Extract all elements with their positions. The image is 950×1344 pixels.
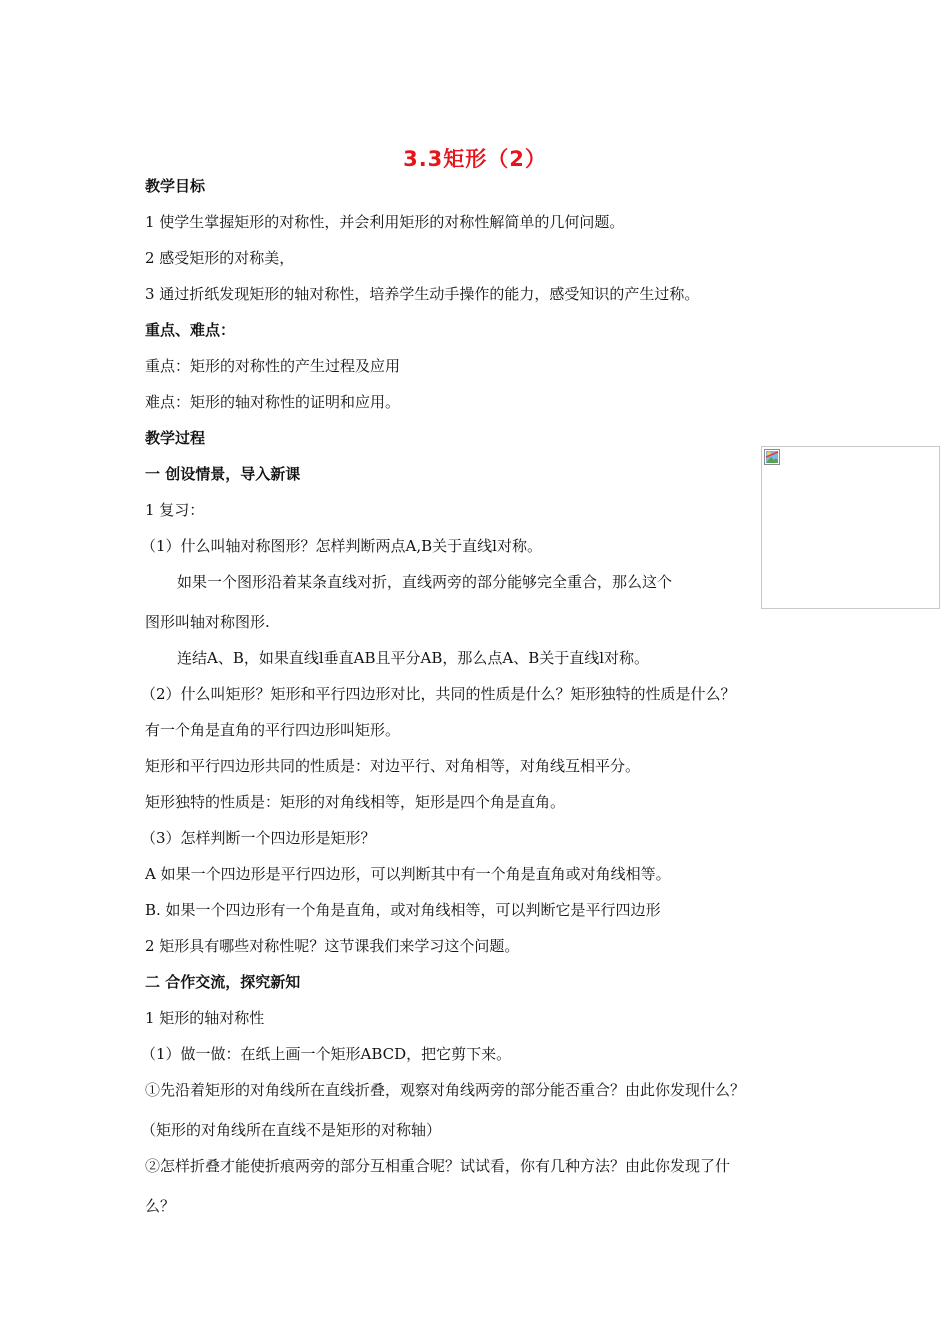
answer-2-line-1: 有一个角是直角的平行四边形叫矩形。 (145, 721, 401, 739)
activity-1: （1）做一做：在纸上画一个矩形ABCD，把它剪下来。 (141, 1045, 512, 1063)
activity-step-1: ①先沿着矩形的对角线所在直线折叠，观察对角线两旁的部分能否重合？由此你发现什么？ (145, 1081, 746, 1099)
activity-step-2-line-1: ②怎样折叠才能使折痕两旁的部分互相重合呢？试试看，你有几种方法？由此你发现了什 (145, 1157, 731, 1175)
image-placeholder (761, 446, 940, 609)
activity-step-2-line-2: 么？ (145, 1197, 176, 1215)
activity-step-1-answer: （矩形的对角线所在直线不是矩形的对称轴） (141, 1121, 442, 1139)
section-heading-2: 二 合作交流，探究新知 (145, 973, 301, 991)
broken-image-icon (764, 449, 780, 465)
answer-3-b: B. 如果一个四边形有一个角是直角，或对角线相等，可以判断它是平行四边形 (145, 901, 661, 919)
goal-2: 2 感受矩形的对称美， (145, 249, 295, 267)
question-1: （1）什么叫轴对称图形？怎样判断两点A,B关于直线l对称。 (141, 537, 542, 555)
review-label: 1 复习： (145, 501, 205, 519)
goal-3: 3 通过折纸发现矩形的轴对称性，培养学生动手操作的能力，感受知识的产生过称。 (145, 285, 700, 303)
section-heading-1: 一 创设情景，导入新课 (145, 465, 301, 483)
subsection-axis-symmetry: 1 矩形的轴对称性 (145, 1009, 265, 1027)
goal-1: 1 使学生掌握矩形的对称性，并会利用矩形的对称性解简单的几何问题。 (145, 213, 625, 231)
question-3: （3）怎样判断一个四边形是矩形？ (141, 829, 376, 847)
question-2: （2）什么叫矩形？矩形和平行四边形对比，共同的性质是什么？矩形独特的性质是什么？ (141, 685, 736, 703)
heading-teaching-goals: 教学目标 (145, 177, 206, 195)
heading-teaching-process: 教学过程 (145, 429, 206, 447)
answer-2-line-3: 矩形独特的性质是：矩形的对角线相等，矩形是四个角是直角。 (145, 793, 566, 811)
review-question-2: 2 矩形具有哪些对称性呢？这节课我们来学习这个问题。 (145, 937, 520, 955)
answer-2-line-2: 矩形和平行四边形共同的性质是：对边平行、对角相等，对角线互相平分。 (145, 757, 641, 775)
answer-1-line-2: 图形叫轴对称图形. (145, 613, 270, 631)
document-title: 3.3矩形（2） (403, 147, 547, 171)
answer-3-a: A 如果一个四边形是平行四边形，可以判断其中有一个角是直角或对角线相等。 (145, 865, 671, 883)
difficult-point: 难点：矩形的轴对称性的证明和应用。 (145, 393, 401, 411)
heading-key-points: 重点、难点： (145, 321, 236, 339)
answer-1-line-1: 如果一个图形沿着某条直线对折，直线两旁的部分能够完全重合，那么这个 (177, 573, 673, 591)
answer-1-line-3: 连结A、B，如果直线l垂直AB且平分AB，那么点A、B关于直线l对称。 (177, 649, 650, 667)
key-point: 重点：矩形的对称性的产生过程及应用 (145, 357, 401, 375)
